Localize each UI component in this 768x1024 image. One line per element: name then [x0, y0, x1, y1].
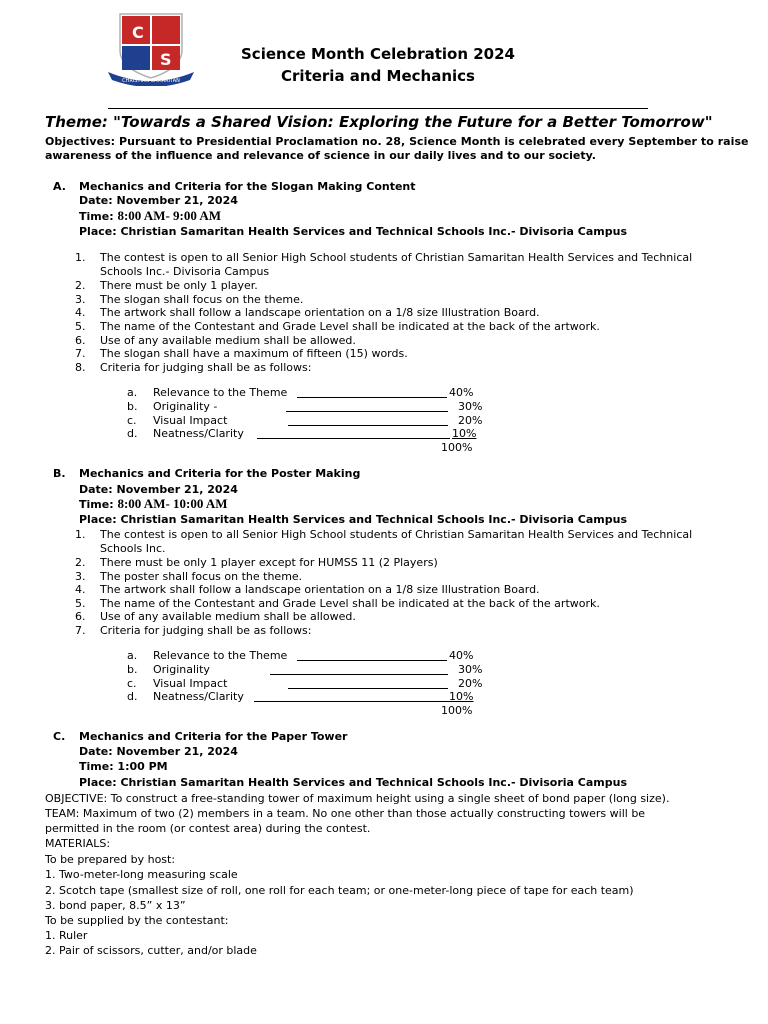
- list-item-number: 2.: [75, 279, 86, 292]
- criteria-leader-line: [286, 411, 448, 412]
- criteria-name: Originality: [153, 662, 210, 676]
- section-b-time-label: Time:: [79, 498, 118, 511]
- criteria-leader-line: [288, 688, 448, 689]
- criteria-name: Neatness/Clarity: [153, 690, 244, 704]
- section-a-date: Date: November 21, 2024: [79, 194, 238, 207]
- list-item-number: 3.: [75, 293, 86, 306]
- criteria-letter: c.: [127, 676, 137, 690]
- section-a-title: Mechanics and Criteria for the Slogan Making Content: [79, 180, 416, 193]
- criteria-weight: 30%: [458, 662, 483, 676]
- paper-tower-body-line: OBJECTIVE: To construct a free-standing tower of maximum height using a single sheet of bond paper (long size).: [45, 792, 670, 805]
- list-item-number: 8.: [75, 361, 86, 374]
- section-c-time: Time: 1:00 PM: [79, 760, 168, 773]
- criteria-leader-line: [257, 438, 450, 439]
- criteria-weight: 20%: [458, 413, 483, 427]
- doc-title: [238, 43, 518, 87]
- criteria-letter: d.: [127, 427, 138, 441]
- paper-tower-body-line: permitted in the room (or contest area) during the contest.: [45, 822, 371, 835]
- list-item-number: 3.: [75, 570, 86, 583]
- criteria-leader-line: [288, 425, 448, 426]
- list-item-text: The poster shall focus on the theme.: [100, 570, 303, 583]
- section-b-place: Place: Christian Samaritan Health Services and Technical Schools Inc.- Divisoria Campus: [79, 513, 627, 526]
- section-c-date: Date: November 21, 2024: [79, 745, 238, 758]
- criteria-name: Relevance to the Theme: [153, 386, 288, 399]
- criteria-weight: 10%: [449, 690, 474, 704]
- criteria-name: Relevance to the Theme: [153, 649, 288, 662]
- list-item-text-continued: Schools Inc.: [100, 541, 166, 555]
- section-b-title: Mechanics and Criteria for the Poster Making: [79, 467, 361, 480]
- criteria-letter: c.: [127, 413, 137, 427]
- criteria-leader-line: [270, 674, 448, 675]
- list-item-text: Use of any available medium shall be allowed.: [100, 334, 356, 347]
- criteria-letter: a.: [127, 386, 138, 399]
- title-line-1: Science Month Celebration 2024: [241, 45, 515, 63]
- list-item-number: 2.: [75, 556, 86, 569]
- paper-tower-body-line: 1. Two-meter-long measuring scale: [45, 868, 238, 881]
- criteria-name: Visual Impact: [153, 413, 228, 427]
- section-b-letter: B.: [53, 467, 66, 480]
- criteria-letter: b.: [127, 399, 138, 413]
- section-a-place: Place: Christian Samaritan Health Services and Technical Schools Inc.- Divisoria Campus: [79, 225, 627, 238]
- list-item-text-continued: Schools Inc.- Divisoria Campus: [100, 264, 270, 278]
- section-b-date: Date: November 21, 2024: [79, 483, 238, 496]
- paper-tower-body-line: 3. bond paper, 8.5” x 13”: [45, 899, 186, 912]
- section-b-time-value: 8:00 AM- 10:00 AM: [117, 496, 228, 511]
- criteria-letter: a.: [127, 649, 138, 662]
- list-item-text: Criteria for judging shall be as follows:: [100, 361, 312, 374]
- list-item-text: The artwork shall follow a landscape orientation on a 1/8 size Illustration Board.: [100, 306, 540, 319]
- criteria-total: 100%: [441, 441, 473, 455]
- logo-ribbon-text: CHRISTIAN SAMARITAN: [122, 78, 180, 84]
- criteria-leader-line: [297, 660, 447, 661]
- list-item-text: The contest is open to all Senior High School students of Christian Samaritan Health Services and Technical: [100, 528, 693, 541]
- criteria-letter: d.: [127, 690, 138, 704]
- section-c-title: Mechanics and Criteria for the Paper Tower: [79, 730, 348, 743]
- list-item-text: There must be only 1 player except for HUMSS 11 (2 Players): [100, 556, 438, 569]
- list-item-text: The slogan shall have a maximum of fifteen (15) words.: [100, 347, 408, 360]
- criteria-letter: b.: [127, 662, 138, 676]
- list-item-text: Use of any available medium shall be allowed.: [100, 610, 356, 623]
- title-line-2: Criteria and Mechanics: [281, 67, 475, 85]
- paper-tower-body-line: TEAM: Maximum of two (2) members in a team. No one other than those actually constructing towers will be: [45, 807, 646, 820]
- objectives-line-1: Objectives: Pursuant to Presidential Proclamation no. 28, Science Month is celebrated every September to raise: [45, 135, 749, 148]
- section-a-time: [79, 209, 221, 224]
- objectives-line-2: awareness of the influence and relevance of science in our daily lives and to our society.: [45, 149, 596, 162]
- section-c-letter: C.: [53, 730, 66, 743]
- list-item-text: The name of the Contestant and Grade Level shall be indicated at the back of the artwork.: [100, 597, 600, 610]
- criteria-leader-line: [254, 701, 450, 702]
- paper-tower-body-line: To be supplied by the contestant:: [45, 914, 229, 927]
- list-item-number: 1.: [75, 251, 86, 264]
- section-a-letter: A.: [53, 180, 66, 193]
- header-divider: [108, 108, 648, 109]
- list-item-text: The slogan shall focus on the theme.: [100, 293, 304, 306]
- logo-letter-c: C: [132, 23, 144, 42]
- list-item-text: The name of the Contestant and Grade Level shall be indicated at the back of the artwork.: [100, 320, 600, 333]
- section-c-place: Place: Christian Samaritan Health Services and Technical Schools Inc.- Divisoria Campus: [79, 776, 627, 789]
- criteria-name: Originality -: [153, 399, 218, 413]
- paper-tower-body-line: MATERIALS:: [45, 837, 111, 850]
- list-item-number: 7.: [75, 624, 86, 637]
- list-item-number: 4.: [75, 306, 86, 319]
- section-a-time-value: 8:00 AM- 9:00 AM: [117, 208, 222, 223]
- paper-tower-body-line: 2. Scotch tape (smallest size of roll, one roll for each team; or one-meter-long piece of tape for each team): [45, 884, 634, 897]
- criteria-total: 100%: [441, 704, 473, 718]
- criteria-name: Neatness/Clarity: [153, 427, 244, 441]
- paper-tower-body-line: 2. Pair of scissors, cutter, and/or blade: [45, 944, 257, 957]
- section-b-time: [79, 497, 228, 512]
- list-item-number: 5.: [75, 320, 86, 333]
- list-item-text: The contest is open to all Senior High School students of Christian Samaritan Health Services and Technical: [100, 251, 693, 264]
- list-item-number: 6.: [75, 610, 86, 623]
- theme-heading: Theme: "Towards a Shared Vision: Exploring the Future for a Better Tomorrow": [45, 113, 713, 131]
- section-a-time-label: Time:: [79, 210, 118, 223]
- list-item-number: 6.: [75, 334, 86, 347]
- criteria-weight: 40%: [449, 386, 474, 399]
- criteria-weight: 30%: [458, 399, 483, 413]
- paper-tower-body-line: 1. Ruler: [45, 929, 88, 942]
- school-logo: [108, 10, 194, 86]
- paper-tower-body-line: To be prepared by host:: [45, 853, 176, 866]
- criteria-name: Visual Impact: [153, 676, 228, 690]
- criteria-weight: 10%: [452, 427, 477, 441]
- list-item-number: 4.: [75, 583, 86, 596]
- list-item-text: Criteria for judging shall be as follows:: [100, 624, 312, 637]
- criteria-weight: 20%: [458, 676, 483, 690]
- list-item-text: There must be only 1 player.: [100, 279, 258, 292]
- criteria-weight: 40%: [449, 649, 474, 662]
- list-item-number: 5.: [75, 597, 86, 610]
- list-item-number: 7.: [75, 347, 86, 360]
- list-item-text: The artwork shall follow a landscape orientation on a 1/8 size Illustration Board.: [100, 583, 540, 596]
- list-item-number: 1.: [75, 528, 86, 541]
- logo-letter-s: S: [160, 50, 172, 69]
- criteria-leader-line: [297, 397, 447, 398]
